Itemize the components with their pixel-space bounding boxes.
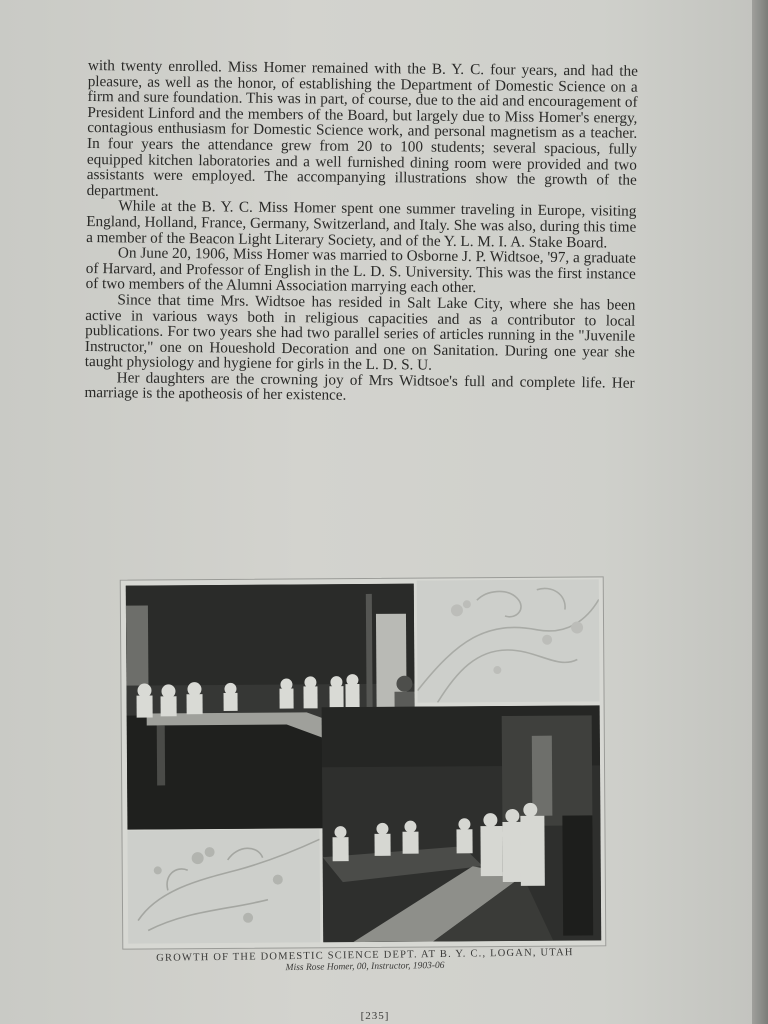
paragraph-1: with twenty enrolled. Miss Homer remained with the B. Y. C. four years, and had the pleasure, as well as the honor, of establishing the Department of Domestic Science on a firm and sure foundation. This was in part, of course, due to the aid and encouragement of President Linford and the members of the Board, but largely due to Miss Homer's energy, contagious enthusiasm for Domestic Science work, and personal magnetism as a teacher. In four years the attendance grew from 20 to 100 students; several spacious, fully equipped kitchen laboratories and a well furnished dining room were provided and two assistants were employed. The accompanying illustrations show the growth of the department. [86, 57, 638, 200]
caption-title: GROWTH OF THE DOMESTIC SCIENCE DEPT. AT B. Y. C., LOGAN, UTAH [156, 947, 574, 964]
floral-ornament-top [417, 579, 600, 702]
figure-caption [125, 947, 605, 976]
floral-ornament-bottom [127, 829, 320, 943]
kitchen-photo-large-class-image [322, 705, 602, 942]
book-spine-edge [752, 0, 768, 1024]
illustration-plate [120, 576, 607, 949]
kitchen-photo-large-class [322, 705, 602, 942]
paragraph-3: On June 20, 1906, Miss Homer was married to Osborne J. P. Widtsoe, '97, a graduate of Harvard, and Professor of English in the L. D. S. University. This was the first instance of two members of the Alumni Association marrying each other. [85, 244, 637, 297]
caption-subtitle: Miss Rose Homer, 00, Instructor, 1903-06 [285, 960, 445, 974]
floral-ornament-bottom-image [127, 829, 320, 943]
paragraph-2: While at the B. Y. C. Miss Homer spent one summer traveling in Europe, visiting England, Holland, France, Germany, Switzerland, and Italy. She was also, during this time a member of the Beacon Light Literary Society, and of the Y. L. M. I. A. Stake Board. [86, 197, 637, 251]
paragraph-4: Since that time Mrs. Widtsoe has resided in Salt Lake City, where she has been active in various ways both in religious capacities and as a contributor to local publications. For two years she had two parallel series of articles running in the "Juvenile Instructor," one on Houeshold Decoration and one on Sanitation. During one year she taught physiology and hygiene for girls in the L. D. S. U. [84, 291, 636, 374]
floral-ornament-top-image [417, 579, 600, 702]
body-text [84, 58, 638, 407]
page-number: [235] [360, 1010, 390, 1022]
paragraph-5: Her daughters are the crowning joy of Mrs Widtsoe's full and complete life. Her marriage is the apotheosis of her existence. [84, 369, 635, 405]
